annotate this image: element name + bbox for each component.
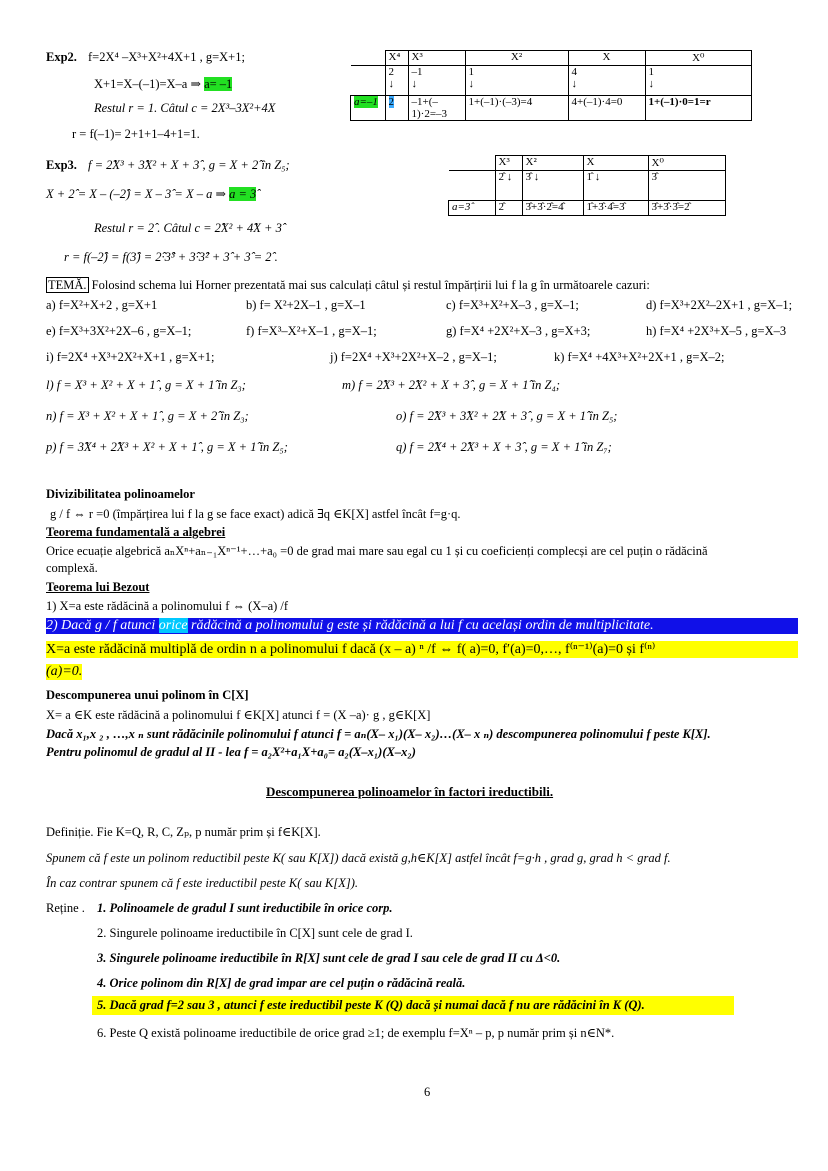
- table-cell: X: [568, 51, 645, 66]
- list-item: h) f=X⁴ +2X³+X–5 , g=X–3: [646, 324, 787, 338]
- table-cell: 3̂+3̂·3̂=2̂: [648, 201, 726, 216]
- tfa-title: Teorema fundamentală a algebrei: [46, 525, 226, 539]
- table-cell: X³: [495, 156, 522, 171]
- table-cell: X²: [465, 51, 568, 66]
- list-item: f) f=X³–X²+X–1 , g=X–1;: [246, 324, 377, 338]
- tema-intro-text: Folosind schema lui Horner prezentată mai sus calculați câtul și restul împărțirii lui f la g în următoarele cazuri:: [91, 278, 650, 292]
- table-cell: a=–1: [351, 96, 386, 121]
- ex3-a-derivation: X + 2̂ = X – (–2̂) = X – 3̂ = X – a ⇒: [46, 187, 226, 201]
- table-cell: 1+(–1)·(–3)=4: [465, 96, 568, 121]
- table-cell: X⁰: [645, 51, 752, 66]
- irreducible-spunem: Spunem că f este un polinom reductibil peste K( sau K[X]) dacă există g,h∈K[X] astfel încât f=g·h , grad g, grad h < grad f.: [46, 851, 671, 865]
- irreducible-title: Descompunerea polinoamelor în factori ireductibili.: [266, 784, 554, 799]
- table-cell: 4 ↓: [568, 66, 645, 96]
- list-item: o) f = 2̂X³ + 3̂X² + 2̂X + 3̂ , g = X + 1̂ în Z₅;: [396, 409, 618, 423]
- table-cell: 1̂+3̂·4̂=3̂: [583, 201, 648, 216]
- bezout-1: 1) X=a este rădăcină a polinomului f ⇔ (X–a) /f: [46, 599, 289, 613]
- list-item: 4. Orice polinom din R[X] de grad impar are cel puțin o rădăcină reală.: [97, 976, 466, 990]
- list-item: d) f=X³+2X²–2X+1 , g=X–1;: [646, 298, 793, 312]
- list-item: q) f = 2̂X⁴ + 2̂X³ + X + 3̂ , g = X + 1̂ în Z₇;: [396, 440, 612, 454]
- tfa-text-2: complexă.: [46, 561, 98, 575]
- list-item: k) f=X⁴ +4X³+X²+2X+1 , g=X–2;: [554, 350, 725, 364]
- bezout-2-end: rădăcină a polinomului g este și rădăcină a lui f cu același ordin de multiplicitate.: [191, 618, 654, 633]
- table-cell: 2̂ ↓: [495, 171, 522, 201]
- list-item: e) f=X³+3X²+2X–6 , g=X–1;: [46, 324, 192, 338]
- tema-intro: [46, 278, 650, 293]
- table-row: [351, 66, 752, 96]
- list-item: j) f=2X⁴ +X³+2X²+X–2 , g=X–1;: [330, 350, 497, 364]
- list-item: c) f=X³+X²+X–3 , g=X–1;: [446, 298, 579, 312]
- ex2-r-line: r = f(–1)= 2+1+1–4+1=1.: [72, 127, 200, 141]
- ex3-definition: f = 2̂X³ + 3̂X² + X + 3̂ , g = X + 2̂ în Z₅;: [88, 158, 290, 172]
- divisibility-title: Divizibilitatea polinoamelor: [46, 487, 195, 501]
- list-item: g) f=X⁴ +2X²+X–3 , g=X+3;: [446, 324, 591, 338]
- list-item: 5. Dacă grad f=2 sau 3 , atunci f este ireductibil peste K (Q) dacă și numai dacă f nu are rădăcini în K (Q).: [92, 996, 734, 1015]
- table-cell: 3̂+3̂·2̂=4̂: [522, 201, 583, 216]
- ex2-a-derivation: X+1=X–(–1)=X–a ⇒: [94, 77, 201, 91]
- table-cell: 3̂: [648, 171, 726, 201]
- table-cell: X⁰: [648, 156, 726, 171]
- divisibility-def: g / f ⇔ r =0 (împărțirea lui f la g se face exact) adică ∃q ∈K[X] astfel încât f=g·q.: [50, 507, 461, 521]
- ex3-r-line: r = f(–2̂) = f(3̂) = 2̂·3̂³ + 3̂·3̂² + 3̂ + 3̂ = 2̂ .: [64, 250, 278, 264]
- table-cell: 3̂ ↓: [522, 171, 583, 201]
- list-item: 2. Singurele polinoame ireductibile în C[X] sunt cele de grad I.: [97, 926, 413, 940]
- table-cell: X³: [408, 51, 465, 66]
- table-cell: 1 ↓: [465, 66, 568, 96]
- table-cell: –1 ↓: [408, 66, 465, 96]
- table-row: [449, 201, 726, 216]
- irreducible-def: Definiție. Fie K=Q, R, C, Zₚ, p număr prim și f∈K[X].: [46, 825, 321, 839]
- ex2-rest: Restul r = 1. Câtul c = 2X³–3X²+4X: [94, 101, 276, 115]
- list-item: m) f = 2̂X³ + 2̂X² + X + 3̂ , g = X + 1̂ în Z₄;: [342, 378, 560, 392]
- list-item: n) f = X³ + X² + X + 1̂ , g = X + 2̂ în Z₃;: [46, 409, 249, 423]
- list-item: a) f=X²+X+2 , g=X+1: [46, 298, 158, 312]
- list-item: 6. Peste Q există polinoame ireductibile de orice grad ≥1; de exemplu f=Xⁿ – p, p număr prim și n∈N*.: [97, 1026, 615, 1040]
- table-cell: 1+(–1)·0=1=r: [645, 96, 752, 121]
- table-cell: a=3̂: [449, 201, 496, 216]
- table-cell: 2: [385, 96, 408, 121]
- multiple-root-2: (a)=0.: [46, 664, 83, 679]
- ex2-horner-table: [350, 50, 752, 121]
- table-cell: 1̂ ↓: [583, 171, 648, 201]
- decomposition-title: Descompunerea unui polinom în C[X]: [46, 688, 249, 702]
- decomposition-line-2: Dacă x₁,x ₂ , …,x ₙ sunt rădăcinile polinomului f atunci f = aₙ(X– x₁)(X– x₂)…(X– x ₙ) descompunerea polinomului f peste K[X].: [46, 727, 711, 741]
- table-cell: 2 ↓: [385, 66, 408, 96]
- ex2-a-line: [94, 76, 232, 92]
- table-cell: 2̂: [495, 201, 522, 216]
- list-item: l) f = X³ + X² + X + 1̂ , g = X + 1̂ în Z₃;: [46, 378, 246, 392]
- table-row: [449, 171, 726, 201]
- table-cell: 4+(–1)·4=0: [568, 96, 645, 121]
- table-row: [351, 96, 752, 121]
- bezout-2: [46, 618, 798, 634]
- ex3-horner-table: [448, 155, 726, 216]
- table-cell: X²: [522, 156, 583, 171]
- table-cell: X⁴: [385, 51, 408, 66]
- ex3-heading: Exp3.: [46, 158, 77, 172]
- decomposition-line-3: Pentru polinomul de gradul al II - lea f = a₂X²+a₁X+a₀= a₂(X–x₁)(X–x₂): [46, 745, 416, 759]
- list-item: p) f = 3̂X⁴ + 2̂X³ + X² + X + 1̂ , g = X + 1̂ în Z₅;: [46, 440, 288, 454]
- list-item: b) f= X²+2X–1 , g=X–1: [246, 298, 366, 312]
- bezout-title: Teorema lui Bezout: [46, 580, 150, 594]
- list-item: 3. Singurele polinoame ireductibile în R[X] sunt cele de grad I sau cele de grad II cu Δ<0.: [97, 951, 561, 965]
- table-cell: X: [583, 156, 648, 171]
- ex2-definition: f=2X⁴ –X³+X²+4X+1 , g=X+1;: [88, 50, 245, 64]
- ex3-a-value: a = 3̂: [229, 187, 257, 201]
- table-cell: 1 ↓: [645, 66, 752, 96]
- tema-label: TEMĂ.: [48, 278, 87, 292]
- ex2-a-value: a= –1: [204, 77, 233, 91]
- table-row: [351, 51, 752, 66]
- page-number: 6: [424, 1085, 431, 1099]
- list-item: i) f=2X⁴ +X³+2X²+X+1 , g=X+1;: [46, 350, 215, 364]
- ex3-rest: Restul r = 2̂ . Câtul c = 2̂X² + 4̂X + 3̂: [94, 221, 282, 235]
- bezout-2-orice: orice: [158, 618, 188, 633]
- table-row: [449, 156, 726, 171]
- irreducible-contrar: În caz contrar spunem că f este ireductibil peste K( sau K[X]).: [46, 876, 358, 890]
- tfa-text-1: Orice ecuație algebrică aₙXⁿ+aₙ₋₁Xⁿ⁻¹+…+a₀ =0 de grad mai mare sau egal cu 1 și cu coeficienți complecși are cel puțin o rădăcină: [46, 544, 708, 558]
- multiple-root-1: X=a este rădăcină multiplă de ordin n a polinomului f dacă (x – a) ⁿ /f ⇔ f( a)=0, f′(a)=0,…, f⁽ⁿ⁻¹⁾(a)=0 și f⁽ⁿ⁾: [46, 641, 798, 658]
- table-cell: –1+(–1)·2=–3: [408, 96, 465, 121]
- decomposition-line-1: X= a ∈K este rădăcină a polinomului f ∈K[X] atunci f = (X –a)· g , g∈K[X]: [46, 708, 431, 722]
- retine-label: Reține .: [46, 901, 85, 915]
- bezout-2-start: 2) Dacă g / f atunci: [46, 618, 156, 633]
- ex3-a-line: [46, 186, 256, 202]
- ex2-heading: Exp2.: [46, 50, 77, 64]
- list-item: 1. Polinoamele de gradul I sunt ireductibile în orice corp.: [97, 901, 393, 915]
